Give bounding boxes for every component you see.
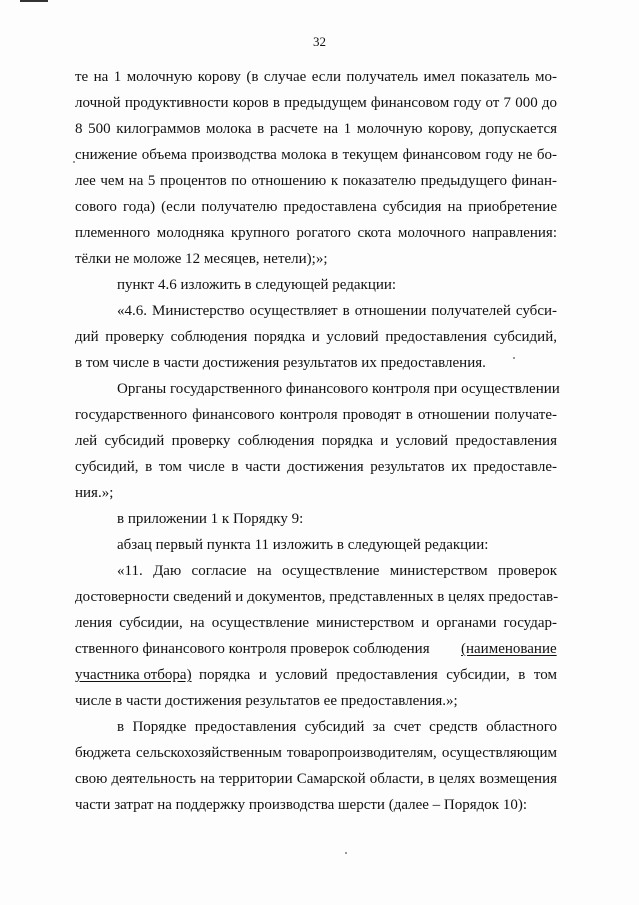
text-line: в Порядке предоставления субсидий за счет средств областного (117, 719, 557, 735)
text-line: 8 500 килограммов молока в расчете на 1 молочную корову, допускается (75, 121, 557, 137)
text-line: дий проверку соблюдения порядка и условий предоставления субсидий, (75, 329, 557, 345)
page-number: 32 (313, 34, 326, 49)
text-line: пункт 4.6 изложить в следующей редакции: (117, 277, 397, 293)
scan-speck (513, 357, 515, 359)
text-line: те на 1 молочную корову (в случае если получатель имел показатель мо- (75, 69, 557, 85)
scan-speck (345, 852, 347, 854)
text-line: абзац первый пункта 11 изложить в следующей редакции: (117, 537, 489, 553)
text-line: свою деятельность на территории Самарской области, в целях возмещения (75, 771, 557, 787)
placeholder-label: (наименование (461, 641, 557, 657)
text-line: «4.6. Министерство осуществляет в отношении получателей субси- (117, 303, 557, 319)
text-line: порядка и условий предоставления субсидии, в том (199, 667, 557, 683)
text-line: достоверности сведений и документов, представленных в целях предостав- (75, 589, 559, 605)
text-line: субсидий, в том числе в части достижения результатов их предоставле- (75, 459, 557, 475)
text-line: ственного финансового контроля проверок соблюдения (75, 641, 430, 657)
text-line: сового года) (если получателю предоставлена субсидия на приобретение (75, 199, 557, 215)
text-line: ния.»; (75, 485, 114, 501)
placeholder-label: участника отбора) (75, 667, 192, 683)
text-line: «11. Даю согласие на осуществление министерством проверок (117, 563, 557, 579)
text-line: лей субсидий проверку соблюдения порядка и условий предоставления (75, 433, 557, 449)
text-line: бюджета сельскохозяйственным товаропроизводителям, осуществляющим (75, 745, 557, 761)
text-line: племенного молодняка крупного рогатого скота молочного направления: (75, 225, 557, 241)
text-line: ления субсидии, на осуществление министерством и органами государ- (75, 615, 557, 631)
text-line: в приложении 1 к Порядку 9: (117, 511, 304, 527)
text-line: лее чем на 5 процентов по отношению к показателю предыдущего финан- (75, 173, 557, 189)
text-line: части затрат на поддержку производства шерсти (далее – Порядок 10): (75, 797, 527, 813)
text-line: тёлки не моложе 12 месяцев, нетели);»; (75, 251, 328, 267)
text-line: в том числе в части достижения результатов их предоставления. (75, 355, 486, 371)
text-line: числе в части достижения результатов ее предоставления.»; (75, 693, 458, 709)
text-line: лочной продуктивности коров в предыдущем финансовом году от 7 000 до (75, 95, 557, 111)
text-line: Органы государственного финансового контроля при осуществлении (117, 381, 560, 397)
scan-speck (73, 161, 75, 163)
text-line: государственного финансового контроля проводят в отношении получате- (75, 407, 557, 423)
scan-mark (20, 0, 48, 2)
text-line: снижение объема производства молока в текущем финансовом году не бо- (75, 147, 557, 163)
